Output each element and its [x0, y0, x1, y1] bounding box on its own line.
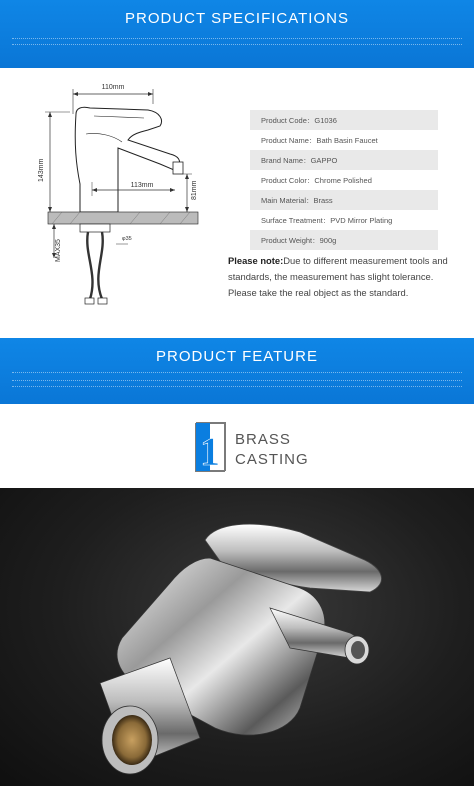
note-label: Please note:: [228, 255, 284, 266]
spec-row-main-material: [250, 190, 438, 210]
diameter-label: φ35: [122, 236, 132, 242]
spec-row-surface-treatment: [250, 210, 438, 230]
banner-decorative-line: [12, 386, 462, 389]
spec-row-product-code: [250, 110, 438, 130]
width-dimension-label: 110mm: [101, 84, 125, 91]
banner-decorative-line: [12, 38, 462, 41]
spec-row-product-weight: [250, 230, 438, 250]
banner-decorative-line: [12, 380, 462, 383]
spec-row-product-color: [250, 170, 438, 190]
spec-row-product-name: [250, 130, 438, 150]
max-thickness-label: MAX35: [55, 239, 62, 262]
feature-title: [235, 430, 309, 470]
banner-decorative-line: [12, 372, 462, 375]
feature-number: 1: [200, 429, 220, 473]
faucet-illustration: [0, 488, 474, 786]
feature-heading: [0, 404, 474, 488]
spec-text: Product Name：Bath Basin Faucet: [261, 135, 378, 145]
banner-decorative-line: [12, 44, 462, 47]
specifications-banner: [0, 0, 474, 68]
specification-section: [0, 68, 474, 338]
feature-title-line2: CASTING: [235, 451, 309, 468]
spout-length-label: 113mm: [130, 182, 154, 189]
height-dimension-label: 143mm: [38, 158, 45, 182]
spout-height-label: 81mm: [191, 180, 198, 200]
spec-text: Brand Name：GAPPO: [261, 155, 338, 165]
spec-table: [250, 110, 438, 250]
feature-number-badge: [194, 421, 227, 473]
banner-title: PRODUCT SPECIFICATIONS: [125, 10, 349, 27]
feature-banner: [0, 338, 474, 406]
spec-text: Main Material：Brass: [261, 195, 333, 205]
measurement-note: [228, 253, 464, 301]
feature-title-line1: BRASS: [235, 431, 291, 448]
faucet-product-photo: [0, 488, 474, 786]
spec-text: Surface Treatment：PVD Mirror Plating: [261, 215, 393, 225]
note-text: Due to different measurement tools and standards, the measurement has slight tolerance. Please take the real object as the standard.: [228, 255, 448, 298]
spec-row-brand-name: [250, 150, 438, 170]
banner-title: PRODUCT FEATURE: [156, 348, 318, 365]
faucet-dimension-diagram: [10, 74, 225, 319]
spec-text: Product Color：Chrome Polished: [261, 175, 372, 185]
spec-text: Product Weight：900g: [261, 235, 337, 245]
spec-text: Product Code：G1036: [261, 115, 337, 125]
